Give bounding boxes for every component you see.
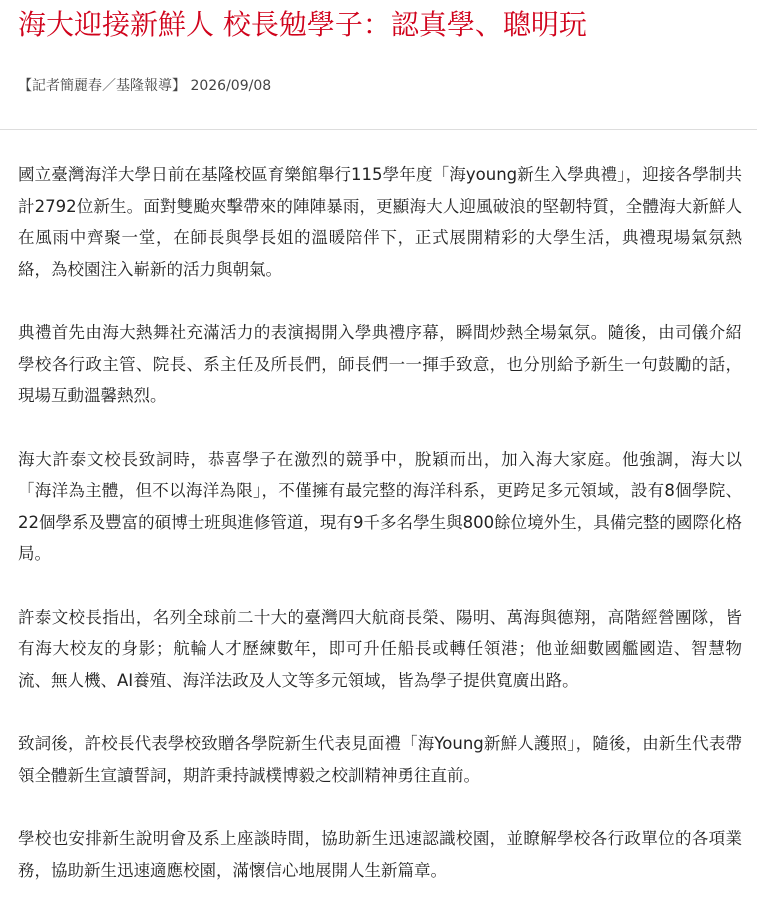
article-paragraph: 致詞後，許校長代表學校致贈各學院新生代表見面禮「海Young新鮮人護照」，隨後，由新生代表帶領全體新生宣讀誓詞，期許秉持誠樸博毅之校訓精神勇往直前。 xyxy=(18,734,742,785)
article-paragraph: 國立臺灣海洋大學日前在基隆校區育樂館舉行115學年度「海young新生入學典禮」，迎接各學制共計2792位新生。面對雙颱夾擊帶來的陣陣暴雨，更顯海大人迎風破浪的堅韌特質，全體海大新鮮人在風雨中齊聚一堂，在師長與學長姐的溫暖陪伴下，正式展開精彩的大學生活，典禮現場氣氛熱絡，為校園注入嶄新的活力與朝氣。 xyxy=(18,165,742,279)
article-title: 海大迎接新鮮人 校長勉學子：認真學、聰明玩 xyxy=(18,8,587,41)
article-byline: 【記者簡麗春／基隆報導】 2026/09/08 xyxy=(18,78,272,94)
article-paragraph: 典禮首先由海大熱舞社充滿活力的表演揭開入學典禮序幕，瞬間炒熱全場氣氛。隨後，由司儀介紹學校各行政主管、院長、系主任及所長們，師長們一一揮手致意，也分別給予新生一句鼓勵的話，現場互動溫馨熱烈。 xyxy=(18,323,742,405)
header-divider xyxy=(0,129,757,130)
article-paragraph: 學校也安排新生說明會及系上座談時間，協助新生迅速認識校園，並瞭解學校各行政單位的各項業務，協助新生迅速適應校園，滿懷信心地展開人生新篇章。 xyxy=(18,829,742,880)
article-paragraph: 海大許泰文校長致詞時，恭喜學子在激烈的競爭中，脫穎而出，加入海大家庭。他強調，海大以「海洋為主體，但不以海洋為限」，不僅擁有最完整的海洋科系，更跨足多元領域，設有8個學院、22個學系及豐富的碩博士班與進修管道，現有9千多名學生與800餘位境外生，具備完整的國際化格局。 xyxy=(18,449,742,563)
article-body xyxy=(18,159,742,918)
article-paragraph: 許泰文校長指出，名列全球前二十大的臺灣四大航商長榮、陽明、萬海與德翔，高階經營團隊，皆有海大校友的身影；航輪人才歷練數年，即可升任船長或轉任領港；他並細數國艦國造、智慧物流、無人機、AI養殖、海洋法政及人文等多元領域，皆為學子提供寬廣出路。 xyxy=(18,607,742,690)
